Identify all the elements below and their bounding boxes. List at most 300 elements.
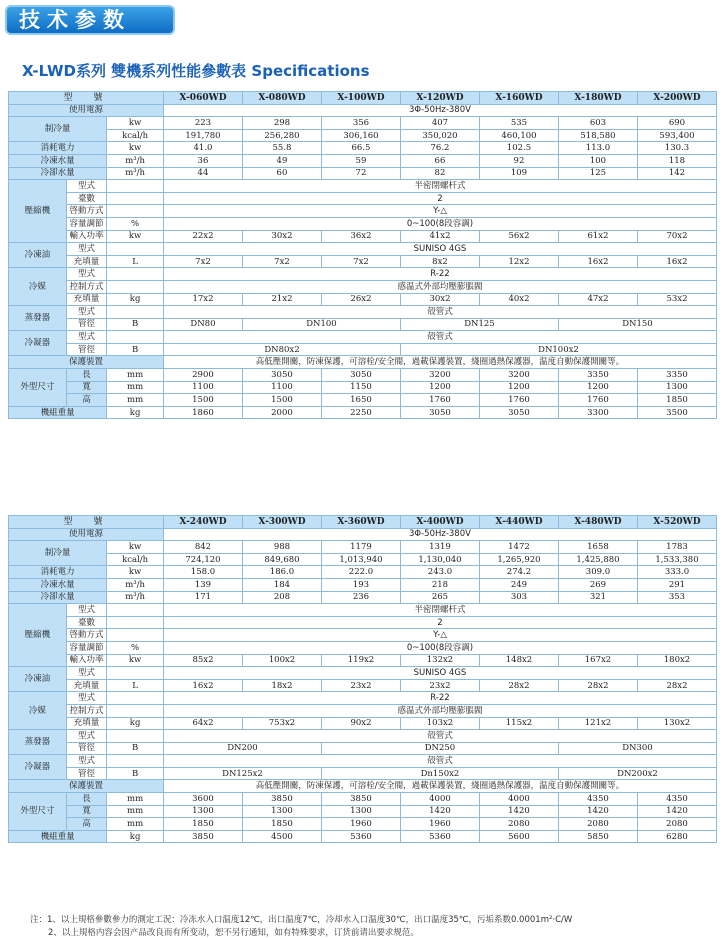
model-name: X-400WD bbox=[400, 516, 479, 529]
cooling-water-cell: 44 bbox=[163, 167, 242, 180]
model-name: X-440WD bbox=[479, 516, 558, 529]
comp-input-cell: 41x2 bbox=[400, 230, 479, 243]
ref-charge-cell: 103x2 bbox=[400, 717, 479, 730]
length-cell: 3600 bbox=[163, 793, 242, 806]
group-label: 壓縮機 bbox=[9, 180, 67, 243]
unit-label: mm bbox=[107, 394, 164, 407]
height-cell: 1760 bbox=[479, 394, 558, 407]
oil-charge-cell: 8x2 bbox=[400, 255, 479, 268]
length-cell: 3850 bbox=[242, 793, 321, 806]
model-name: X-200WD bbox=[637, 92, 716, 105]
comp-input-cell: 148x2 bbox=[479, 654, 558, 667]
row-label: 冷卻水量 bbox=[9, 167, 107, 180]
sub-label: 臺數 bbox=[66, 192, 107, 205]
sub-label: 管徑 bbox=[66, 742, 107, 755]
height-cell: 1850 bbox=[163, 818, 242, 831]
power-cell: 158.0 bbox=[163, 566, 242, 579]
oil-charge-cell: 16x2 bbox=[558, 255, 637, 268]
unit-label: L bbox=[107, 679, 164, 692]
weight-cell: 3850 bbox=[163, 830, 242, 843]
cap-kcal-cell: 1,425,880 bbox=[558, 553, 637, 566]
unit-label: % bbox=[107, 641, 164, 654]
protection-value: 高低壓開關，防凍保護，可溶栓/安全閥，過載保護裝置，綫圈過熱保護器，温度自動保護開關等。 bbox=[163, 780, 716, 793]
width-cell: 1420 bbox=[637, 805, 716, 818]
weight-cell: 3050 bbox=[400, 406, 479, 419]
cap-kcal-cell: 724,120 bbox=[163, 553, 242, 566]
sub-label: 充填量 bbox=[66, 679, 107, 692]
width-cell: 1420 bbox=[479, 805, 558, 818]
width-cell: 1150 bbox=[321, 381, 400, 394]
comp-input-cell: 56x2 bbox=[479, 230, 558, 243]
section-badge: 技术参数 bbox=[5, 5, 175, 35]
comp-input-cell: 61x2 bbox=[558, 230, 637, 243]
group-label: 蒸發器 bbox=[9, 306, 67, 331]
row-label: 機組重量 bbox=[9, 406, 107, 419]
height-cell: 1760 bbox=[558, 394, 637, 407]
oil-charge-cell: 7x2 bbox=[321, 255, 400, 268]
ref-charge-cell: 26x2 bbox=[321, 293, 400, 306]
sub-label: 長 bbox=[66, 369, 107, 382]
row-label: 保護裝置 bbox=[9, 780, 164, 793]
power-cell: 113.0 bbox=[558, 142, 637, 155]
comp-input-cell: 100x2 bbox=[242, 654, 321, 667]
group-label: 冷凍油 bbox=[9, 667, 67, 692]
height-cell: 1960 bbox=[400, 818, 479, 831]
group-label: 冷凍油 bbox=[9, 243, 67, 268]
ref-charge-cell: 115x2 bbox=[479, 717, 558, 730]
ref-charge-cell: 17x2 bbox=[163, 293, 242, 306]
cooling-water-cell: 321 bbox=[558, 591, 637, 604]
length-cell: 3050 bbox=[321, 369, 400, 382]
width-cell: 1300 bbox=[242, 805, 321, 818]
evap-pipe-cell: DN150 bbox=[558, 318, 716, 331]
cooling-water-cell: 72 bbox=[321, 167, 400, 180]
ref-charge-cell: 40x2 bbox=[479, 293, 558, 306]
cooling-water-cell: 60 bbox=[242, 167, 321, 180]
model-name: X-180WD bbox=[558, 92, 637, 105]
height-cell: 1850 bbox=[637, 394, 716, 407]
unit-label: kg bbox=[107, 406, 164, 419]
cap-kcal-cell: 1,265,920 bbox=[479, 553, 558, 566]
sub-label: 控制方式 bbox=[66, 704, 107, 717]
weight-cell: 5600 bbox=[479, 830, 558, 843]
ref-charge-cell: 130x2 bbox=[637, 717, 716, 730]
sub-label: 充填量 bbox=[66, 717, 107, 730]
sub-label: 容量調節 bbox=[66, 641, 107, 654]
comp-cap-value: 0~100(8段容調) bbox=[163, 217, 716, 230]
sub-label: 型式 bbox=[66, 692, 107, 705]
unit-label: mm bbox=[107, 381, 164, 394]
row-label: 制冷量 bbox=[9, 541, 107, 566]
oil-charge-cell: 18x2 bbox=[242, 679, 321, 692]
power-cell: 222.0 bbox=[321, 566, 400, 579]
sub-label: 高 bbox=[66, 818, 107, 831]
width-cell: 1420 bbox=[558, 805, 637, 818]
power-supply-value: 3Φ-50Hz-380V bbox=[163, 104, 716, 117]
chilled-water-cell: 49 bbox=[242, 154, 321, 167]
group-label: 冷媒 bbox=[9, 268, 67, 306]
weight-cell: 2000 bbox=[242, 406, 321, 419]
width-cell: 1100 bbox=[242, 381, 321, 394]
unit-label: m³/h bbox=[107, 167, 164, 180]
ref-control-value: 感温式外部均壓膨脹閥 bbox=[163, 280, 716, 293]
sub-label: 型式 bbox=[66, 604, 107, 617]
ref-charge-cell: 64x2 bbox=[163, 717, 242, 730]
cap-kcal-cell: 593,400 bbox=[637, 129, 716, 142]
sub-label: 容量調節 bbox=[66, 217, 107, 230]
oil-charge-cell: 7x2 bbox=[163, 255, 242, 268]
length-cell: 3200 bbox=[479, 369, 558, 382]
sub-label: 管徑 bbox=[66, 343, 107, 356]
model-name: X-160WD bbox=[479, 92, 558, 105]
sub-label: 充填量 bbox=[66, 255, 107, 268]
power-cell: 186.0 bbox=[242, 566, 321, 579]
evap-type-value: 殻管式 bbox=[163, 306, 716, 319]
row-label: 機組重量 bbox=[9, 830, 107, 843]
note-2: 2、以上規格内容会因产品改良而有所变动，恕不另行通知，如有特殊要求，订货前请出要求规范。 bbox=[48, 928, 419, 938]
unit-label: kw bbox=[107, 117, 164, 130]
cap-kcal-cell: 460,100 bbox=[479, 129, 558, 142]
unit-label: % bbox=[107, 217, 164, 230]
unit-label: kw bbox=[107, 142, 164, 155]
unit-label: B bbox=[107, 767, 164, 780]
weight-cell: 3300 bbox=[558, 406, 637, 419]
cap-kw-cell: 988 bbox=[242, 541, 321, 554]
model-name: X-360WD bbox=[321, 516, 400, 529]
sub-label: 高 bbox=[66, 394, 107, 407]
comp-input-cell: 119x2 bbox=[321, 654, 400, 667]
sub-label: 寬 bbox=[66, 381, 107, 394]
comp-input-cell: 167x2 bbox=[558, 654, 637, 667]
chilled-water-cell: 269 bbox=[558, 578, 637, 591]
row-label: 制冷量 bbox=[9, 117, 107, 142]
comp-input-cell: 132x2 bbox=[400, 654, 479, 667]
oil-type-value: SUNISO 4GS bbox=[163, 243, 716, 256]
model-name: X-520WD bbox=[637, 516, 716, 529]
unit-label: B bbox=[107, 343, 164, 356]
unit-label: kw bbox=[107, 541, 164, 554]
length-cell: 4000 bbox=[400, 793, 479, 806]
evap-pipe-cell: DN100 bbox=[242, 318, 400, 331]
model-name: X-060WD bbox=[163, 92, 242, 105]
width-cell: 1300 bbox=[321, 805, 400, 818]
chilled-water-cell: 218 bbox=[400, 578, 479, 591]
unit-label: m³/h bbox=[107, 154, 164, 167]
model-name: X-080WD bbox=[242, 92, 321, 105]
cooling-water-cell: 82 bbox=[400, 167, 479, 180]
oil-charge-cell: 28x2 bbox=[637, 679, 716, 692]
ref-charge-cell: 53x2 bbox=[637, 293, 716, 306]
ref-charge-cell: 30x2 bbox=[400, 293, 479, 306]
chilled-water-cell: 291 bbox=[637, 578, 716, 591]
unit-label: mm bbox=[107, 818, 164, 831]
comp-qty-value: 2 bbox=[163, 192, 716, 205]
ref-charge-cell: 753x2 bbox=[242, 717, 321, 730]
comp-type-value: 半密閉螺杆式 bbox=[163, 180, 716, 193]
comp-input-cell: 70x2 bbox=[637, 230, 716, 243]
cond-pipe-cell: Dn150x2 bbox=[321, 767, 558, 780]
length-cell: 3050 bbox=[242, 369, 321, 382]
cooling-water-cell: 125 bbox=[558, 167, 637, 180]
comp-input-cell: 30x2 bbox=[242, 230, 321, 243]
sub-label: 啓動方式 bbox=[66, 205, 107, 218]
height-cell: 1650 bbox=[321, 394, 400, 407]
cooling-water-cell: 303 bbox=[479, 591, 558, 604]
sub-label: 長 bbox=[66, 793, 107, 806]
ref-type-value: R-22 bbox=[163, 268, 716, 281]
unit-label: L bbox=[107, 255, 164, 268]
cooling-water-cell: 109 bbox=[479, 167, 558, 180]
model-name: X-300WD bbox=[242, 516, 321, 529]
cond-type-value: 殻管式 bbox=[163, 331, 716, 344]
comp-input-cell: 85x2 bbox=[163, 654, 242, 667]
weight-cell: 5850 bbox=[558, 830, 637, 843]
power-cell: 66.5 bbox=[321, 142, 400, 155]
unit-label: mm bbox=[107, 805, 164, 818]
length-cell: 4000 bbox=[479, 793, 558, 806]
height-cell: 1850 bbox=[242, 818, 321, 831]
unit-label: kcal/h bbox=[107, 553, 164, 566]
sub-label: 管徑 bbox=[66, 767, 107, 780]
comp-qty-value: 2 bbox=[163, 616, 716, 629]
group-label: 冷凝器 bbox=[9, 755, 67, 780]
height-cell: 1760 bbox=[400, 394, 479, 407]
cond-pipe-cell: DN200x2 bbox=[558, 767, 716, 780]
oil-charge-cell: 23x2 bbox=[400, 679, 479, 692]
oil-charge-cell: 7x2 bbox=[242, 255, 321, 268]
comp-cap-value: 0~100(8段容調) bbox=[163, 641, 716, 654]
unit-label: kg bbox=[107, 717, 164, 730]
height-cell: 2080 bbox=[637, 818, 716, 831]
ref-charge-cell: 90x2 bbox=[321, 717, 400, 730]
cap-kw-cell: 1179 bbox=[321, 541, 400, 554]
height-cell: 1500 bbox=[242, 394, 321, 407]
page-title: X-LWD系列 雙機系列性能參數表 Specifications bbox=[22, 62, 370, 80]
evap-pipe-cell: DN200 bbox=[163, 742, 321, 755]
sub-label: 型式 bbox=[66, 667, 107, 680]
cap-kw-cell: 690 bbox=[637, 117, 716, 130]
oil-charge-cell: 12x2 bbox=[479, 255, 558, 268]
cond-type-value: 殻管式 bbox=[163, 755, 716, 768]
cond-pipe-cell: DN80x2 bbox=[163, 343, 400, 356]
sub-label: 控制方式 bbox=[66, 280, 107, 293]
oil-charge-cell: 16x2 bbox=[637, 255, 716, 268]
comp-input-cell: 22x2 bbox=[163, 230, 242, 243]
unit-label: kw bbox=[107, 566, 164, 579]
row-label: 消耗電力 bbox=[9, 566, 107, 579]
power-cell: 130.3 bbox=[637, 142, 716, 155]
oil-charge-cell: 28x2 bbox=[479, 679, 558, 692]
unit-label: m³/h bbox=[107, 591, 164, 604]
cap-kcal-cell: 1,013,940 bbox=[321, 553, 400, 566]
spec-table-2 bbox=[8, 515, 717, 843]
cap-kw-cell: 1319 bbox=[400, 541, 479, 554]
sub-label: 型式 bbox=[66, 306, 107, 319]
comp-input-cell: 36x2 bbox=[321, 230, 400, 243]
chilled-water-cell: 193 bbox=[321, 578, 400, 591]
unit-label: m³/h bbox=[107, 578, 164, 591]
group-label: 冷凝器 bbox=[9, 331, 67, 356]
cap-kcal-cell: 306,160 bbox=[321, 129, 400, 142]
width-cell: 1200 bbox=[400, 381, 479, 394]
height-cell: 1500 bbox=[163, 394, 242, 407]
cooling-water-cell: 236 bbox=[321, 591, 400, 604]
group-label: 壓縮機 bbox=[9, 604, 67, 667]
row-label: 冷卻水量 bbox=[9, 591, 107, 604]
unit-label: mm bbox=[107, 369, 164, 382]
sub-label: 型式 bbox=[66, 180, 107, 193]
cond-pipe-cell: DN100x2 bbox=[400, 343, 716, 356]
comp-start-value: Y-△ bbox=[163, 629, 716, 642]
ref-type-value: R-22 bbox=[163, 692, 716, 705]
comp-input-cell: 180x2 bbox=[637, 654, 716, 667]
chilled-water-cell: 139 bbox=[163, 578, 242, 591]
power-cell: 274.2 bbox=[479, 566, 558, 579]
weight-cell: 5360 bbox=[400, 830, 479, 843]
length-cell: 4350 bbox=[637, 793, 716, 806]
cooling-water-cell: 265 bbox=[400, 591, 479, 604]
cap-kw-cell: 1783 bbox=[637, 541, 716, 554]
comp-start-value: Y-△ bbox=[163, 205, 716, 218]
unit-label: mm bbox=[107, 793, 164, 806]
cooling-water-cell: 353 bbox=[637, 591, 716, 604]
cap-kw-cell: 223 bbox=[163, 117, 242, 130]
cap-kcal-cell: 191,780 bbox=[163, 129, 242, 142]
cap-kcal-cell: 518,580 bbox=[558, 129, 637, 142]
sub-label: 型式 bbox=[66, 755, 107, 768]
cap-kw-cell: 1472 bbox=[479, 541, 558, 554]
chilled-water-cell: 249 bbox=[479, 578, 558, 591]
power-cell: 102.5 bbox=[479, 142, 558, 155]
comp-type-value: 半密閉螺杆式 bbox=[163, 604, 716, 617]
sub-label: 寬 bbox=[66, 805, 107, 818]
ref-charge-cell: 47x2 bbox=[558, 293, 637, 306]
chilled-water-cell: 118 bbox=[637, 154, 716, 167]
model-name: X-100WD bbox=[321, 92, 400, 105]
cond-pipe-cell: DN125x2 bbox=[163, 767, 321, 780]
oil-charge-cell: 23x2 bbox=[321, 679, 400, 692]
oil-type-value: SUNISO 4GS bbox=[163, 667, 716, 680]
weight-cell: 1860 bbox=[163, 406, 242, 419]
cap-kcal-cell: 849,680 bbox=[242, 553, 321, 566]
sub-label: 型式 bbox=[66, 243, 107, 256]
cap-kw-cell: 603 bbox=[558, 117, 637, 130]
row-label: 消耗電力 bbox=[9, 142, 107, 155]
height-cell: 2080 bbox=[558, 818, 637, 831]
sub-label: 輸入功率 bbox=[66, 230, 107, 243]
evap-type-value: 殻管式 bbox=[163, 730, 716, 743]
evap-pipe-cell: DN300 bbox=[558, 742, 716, 755]
cap-kw-cell: 298 bbox=[242, 117, 321, 130]
cooling-water-cell: 142 bbox=[637, 167, 716, 180]
width-cell: 1200 bbox=[558, 381, 637, 394]
chilled-water-cell: 36 bbox=[163, 154, 242, 167]
length-cell: 3200 bbox=[400, 369, 479, 382]
ref-charge-cell: 21x2 bbox=[242, 293, 321, 306]
weight-cell: 3500 bbox=[637, 406, 716, 419]
length-cell: 4350 bbox=[558, 793, 637, 806]
unit-label: B bbox=[107, 742, 164, 755]
sub-label: 啓動方式 bbox=[66, 629, 107, 642]
power-cell: 55.8 bbox=[242, 142, 321, 155]
unit-label: kg bbox=[107, 830, 164, 843]
unit-label: kw bbox=[107, 654, 164, 667]
length-cell: 3850 bbox=[321, 793, 400, 806]
cooling-water-cell: 171 bbox=[163, 591, 242, 604]
row-label: 使用電源 bbox=[9, 104, 164, 117]
chilled-water-cell: 59 bbox=[321, 154, 400, 167]
power-cell: 41.0 bbox=[163, 142, 242, 155]
group-label: 外型尺寸 bbox=[9, 793, 67, 831]
power-cell: 333.0 bbox=[637, 566, 716, 579]
row-label: 保護裝置 bbox=[9, 356, 164, 369]
chilled-water-cell: 100 bbox=[558, 154, 637, 167]
length-cell: 3350 bbox=[637, 369, 716, 382]
model-name: X-480WD bbox=[558, 516, 637, 529]
width-cell: 1100 bbox=[163, 381, 242, 394]
sub-label: 充填量 bbox=[66, 293, 107, 306]
cap-kw-cell: 407 bbox=[400, 117, 479, 130]
model-name: X-120WD bbox=[400, 92, 479, 105]
length-cell: 3350 bbox=[558, 369, 637, 382]
protection-value: 高低壓開關，防凍保護，可溶栓/安全閥，過載保護裝置，綫圈過熱保護器，温度自動保護開關等。 bbox=[163, 356, 716, 369]
cap-kcal-cell: 1,130,040 bbox=[400, 553, 479, 566]
chilled-water-cell: 92 bbox=[479, 154, 558, 167]
group-label: 蒸發器 bbox=[9, 730, 67, 755]
group-label: 冷媒 bbox=[9, 692, 67, 730]
cap-kw-cell: 1658 bbox=[558, 541, 637, 554]
cap-kw-cell: 356 bbox=[321, 117, 400, 130]
spec-table-1 bbox=[8, 91, 717, 419]
power-cell: 309.0 bbox=[558, 566, 637, 579]
sub-label: 管徑 bbox=[66, 318, 107, 331]
chilled-water-cell: 66 bbox=[400, 154, 479, 167]
unit-label: B bbox=[107, 318, 164, 331]
height-cell: 1960 bbox=[321, 818, 400, 831]
cap-kw-cell: 535 bbox=[479, 117, 558, 130]
power-supply-value: 3Φ-50Hz-380V bbox=[163, 528, 716, 541]
row-label: 冷凍水量 bbox=[9, 578, 107, 591]
evap-pipe-cell: DN80 bbox=[163, 318, 242, 331]
ref-control-value: 感温式外部均壓膨脹閥 bbox=[163, 704, 716, 717]
unit-label: kw bbox=[107, 230, 164, 243]
weight-cell: 6280 bbox=[637, 830, 716, 843]
model-name: X-240WD bbox=[163, 516, 242, 529]
cap-kcal-cell: 350,020 bbox=[400, 129, 479, 142]
group-label: 外型尺寸 bbox=[9, 369, 67, 407]
sub-label: 型式 bbox=[66, 268, 107, 281]
model-header: 型 號 bbox=[9, 92, 164, 105]
row-label: 冷凍水量 bbox=[9, 154, 107, 167]
width-cell: 1200 bbox=[479, 381, 558, 394]
row-label: 使用電源 bbox=[9, 528, 164, 541]
oil-charge-cell: 16x2 bbox=[163, 679, 242, 692]
width-cell: 1300 bbox=[163, 805, 242, 818]
model-header: 型 號 bbox=[9, 516, 164, 529]
sub-label: 型式 bbox=[66, 730, 107, 743]
height-cell: 2080 bbox=[479, 818, 558, 831]
width-cell: 1300 bbox=[637, 381, 716, 394]
weight-cell: 5360 bbox=[321, 830, 400, 843]
sub-label: 輸入功率 bbox=[66, 654, 107, 667]
sub-label: 臺數 bbox=[66, 616, 107, 629]
weight-cell: 2250 bbox=[321, 406, 400, 419]
unit-label: kg bbox=[107, 293, 164, 306]
unit-label: kcal/h bbox=[107, 129, 164, 142]
power-cell: 243.0 bbox=[400, 566, 479, 579]
evap-pipe-cell: DN250 bbox=[321, 742, 558, 755]
chilled-water-cell: 184 bbox=[242, 578, 321, 591]
